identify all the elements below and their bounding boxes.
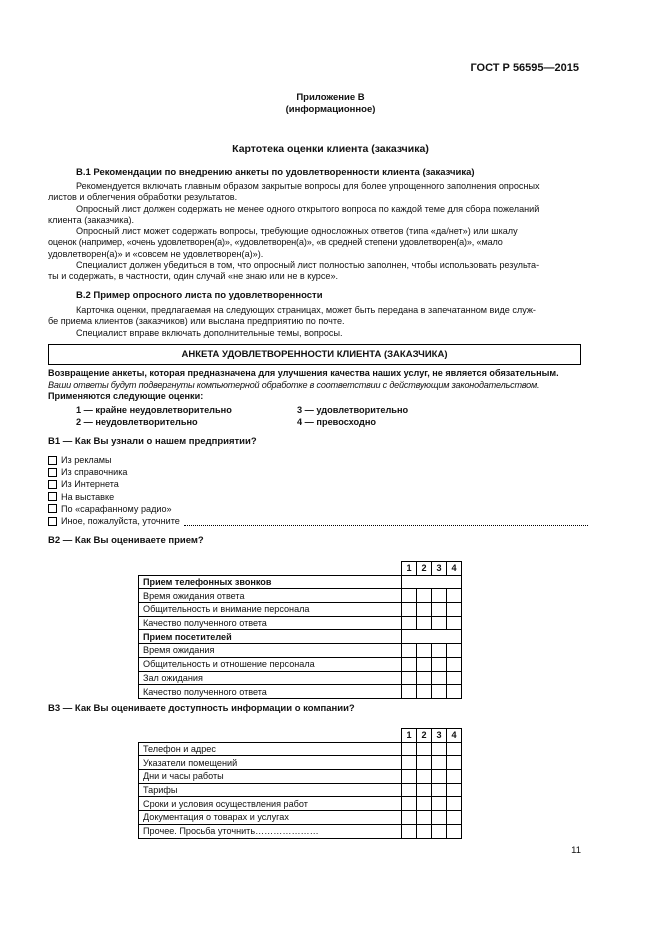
checkbox[interactable] bbox=[48, 517, 57, 526]
table-row: Дни и часы работы bbox=[139, 770, 462, 784]
table-row: Зал ожидания bbox=[139, 671, 462, 685]
scale-label: Применяются следующие оценки: bbox=[48, 391, 204, 401]
b1-p2a: Опросный лист должен содержать не менее одного открытого вопроса по каждой теме для сбора пожеланий bbox=[76, 203, 540, 214]
option-label: Из Интернета bbox=[61, 479, 119, 490]
section-b1-text bbox=[48, 181, 581, 283]
scale-item-4: 4 — превосходно bbox=[297, 417, 377, 427]
col-1: 1 bbox=[402, 729, 417, 743]
scale-item-1: 1 — крайне неудовлетворительно bbox=[76, 405, 232, 415]
question-b1: В1 — Как Вы узнали о нашем предприятии? bbox=[48, 436, 257, 447]
table-row: Качество полученного ответа bbox=[139, 685, 462, 699]
option-other[interactable] bbox=[48, 515, 588, 527]
option-advert[interactable] bbox=[48, 454, 588, 466]
option-label: На выставке bbox=[61, 491, 115, 502]
annex-heading bbox=[0, 92, 661, 116]
b1-p4a: Специалист должен убедиться в том, что опросный лист полностью заполнен, чтобы использовать результа- bbox=[76, 260, 540, 271]
reception-rating-table bbox=[138, 561, 462, 699]
b1-p1b: листов и облегчения обработки результатов. bbox=[48, 192, 238, 203]
col-3: 3 bbox=[432, 729, 447, 743]
intro-italic: Ваши ответы будут подвергнуты компьютерной обработке в соответствии с действующим законодательством. bbox=[48, 379, 540, 390]
table-row: Время ожидания ответа bbox=[139, 589, 462, 603]
section-b1-heading: В.1 Рекомендации по внедрению анкеты по удовлетворенности клиента (заказчика) bbox=[76, 167, 475, 178]
b1-options bbox=[48, 454, 588, 527]
table-row: Время ожидания bbox=[139, 644, 462, 658]
option-exhibition[interactable] bbox=[48, 491, 588, 503]
b2-p2: Специалист вправе включать дополнительные темы, вопросы. bbox=[76, 327, 343, 338]
table-row: Сроки и условия осуществления работ bbox=[139, 797, 462, 811]
table-row: Прочее. Просьба уточнить………………… bbox=[139, 824, 462, 838]
table-row: Документация о товарах и услугах bbox=[139, 811, 462, 825]
table-header bbox=[139, 562, 462, 576]
checkbox[interactable] bbox=[48, 456, 57, 465]
b1-p4b: ты и содержать, в частности, один случай «не знаю или не в курсе». bbox=[48, 271, 339, 282]
scale-item-2: 2 — неудовлетворительно bbox=[76, 417, 198, 427]
b1-p3b: оценок (например, «очень удовлетворен(а)», «удовлетворен(а)», «в средней степени удовлетворен(а)», «мало bbox=[48, 237, 503, 248]
option-directory[interactable] bbox=[48, 466, 588, 478]
group-row: Прием посетителей bbox=[139, 630, 462, 644]
checkbox[interactable] bbox=[48, 504, 57, 513]
checkbox[interactable] bbox=[48, 492, 57, 501]
survey-title: АНКЕТА УДОВЛЕТВОРЕННОСТИ КЛИЕНТА (ЗАКАЗЧИКА) bbox=[48, 344, 581, 365]
section-b2-heading: В.2 Пример опросного листа по удовлетворенности bbox=[76, 290, 323, 301]
table-row: Качество полученного ответа bbox=[139, 616, 462, 630]
option-label: Иное, пожалуйста, уточните bbox=[61, 516, 180, 527]
col-1: 1 bbox=[402, 562, 417, 576]
table-row: Тарифы bbox=[139, 783, 462, 797]
b1-p3c: удовлетворен(а)» и «совсем не удовлетворен(а)»). bbox=[48, 248, 264, 259]
col-2: 2 bbox=[417, 562, 432, 576]
col-2: 2 bbox=[417, 729, 432, 743]
table-header bbox=[139, 729, 462, 743]
b1-p1a: Рекомендуется включать главным образом закрытые вопросы для более упрощенного заполнения опросных bbox=[76, 181, 540, 191]
col-4: 4 bbox=[447, 729, 462, 743]
page-number: 11 bbox=[571, 845, 581, 856]
group-row: Прием телефонных звонков bbox=[139, 575, 462, 589]
section-b2-text bbox=[48, 305, 581, 339]
survey-intro bbox=[48, 368, 588, 403]
card-title: Картотека оценки клиента (заказчика) bbox=[232, 143, 429, 155]
information-rating-table bbox=[138, 728, 462, 839]
question-b2: В2 — Как Вы оцениваете прием? bbox=[48, 535, 204, 546]
b2-p1a: Карточка оценки, предлагаемая на следующих страницах, может быть передана в запечатанном виде служ- bbox=[76, 305, 536, 315]
scale-item-3: 3 — удовлетворительно bbox=[297, 405, 409, 415]
option-internet[interactable] bbox=[48, 478, 588, 490]
table-row: Телефон и адрес bbox=[139, 742, 462, 756]
table-row: Общительность и отношение персонала bbox=[139, 657, 462, 671]
fill-in-line[interactable] bbox=[184, 517, 588, 526]
b1-p2b: клиента (заказчика). bbox=[48, 214, 135, 225]
col-3: 3 bbox=[432, 562, 447, 576]
checkbox[interactable] bbox=[48, 480, 57, 489]
checkbox[interactable] bbox=[48, 468, 57, 477]
table-row: Общительность и внимание персонала bbox=[139, 603, 462, 617]
option-word-of-mouth[interactable] bbox=[48, 503, 588, 515]
question-b3: В3 — Как Вы оцениваете доступность информации о компании? bbox=[48, 703, 355, 714]
b2-p1b: бе приема клиентов (заказчиков) или выслана предприятию по почте. bbox=[48, 316, 345, 327]
table-row: Указатели помещений bbox=[139, 756, 462, 770]
intro-bold: Возвращение анкеты, которая предназначена для улучшения качества наших услуг, не является обязательным. bbox=[48, 368, 559, 378]
annex-subtitle: (информационное) bbox=[285, 104, 376, 115]
col-4: 4 bbox=[447, 562, 462, 576]
option-label: Из рекламы bbox=[61, 455, 112, 465]
annex-title: Приложение В bbox=[296, 92, 365, 103]
standard-code: ГОСТ Р 56595—2015 bbox=[470, 62, 579, 74]
option-label: Из справочника bbox=[61, 467, 128, 478]
option-label: По «сарафанному радио» bbox=[61, 503, 172, 514]
b1-p3a: Опросный лист может содержать вопросы, требующие односложных ответов (типа «да/нет») или шкалу bbox=[76, 226, 518, 237]
